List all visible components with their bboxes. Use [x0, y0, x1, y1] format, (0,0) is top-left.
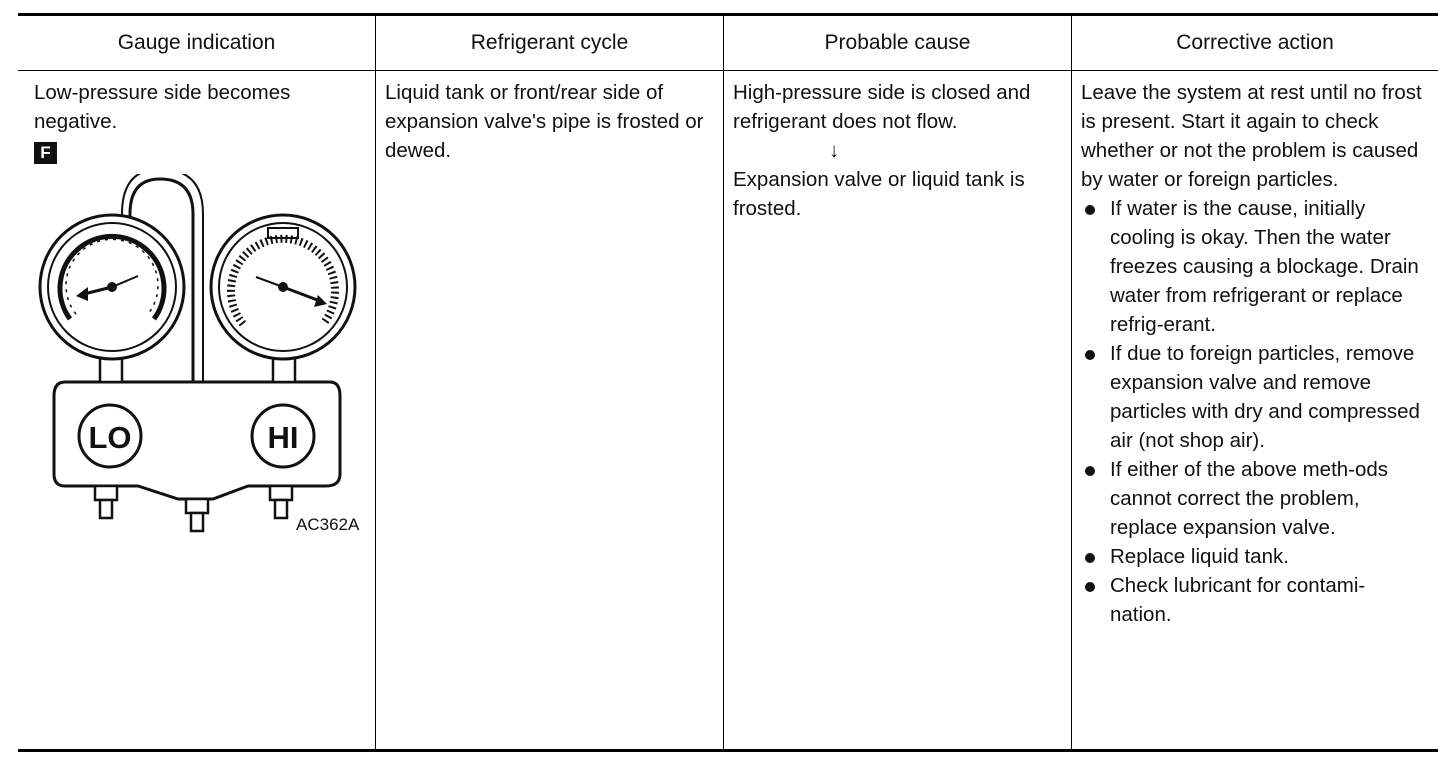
probable-cause-line-2: Expansion valve or liquid tank is frosted. [733, 168, 1025, 220]
list-item: If either of the above meth-ods cannot correct the problem, replace expansion valve. [1081, 455, 1426, 542]
header-divider [18, 70, 1438, 71]
figure-badge: F [34, 142, 57, 164]
header-refrigerant-cycle: Refrigerant cycle [470, 31, 629, 54]
corrective-action-list [1081, 194, 1426, 629]
probable-cause-line-1: High-pressure side is closed and refrigerant does not flow. [733, 81, 1031, 133]
gauge-indication-cell [34, 78, 364, 166]
header-probable-cause: Probable cause [824, 31, 971, 54]
column-divider-2 [723, 16, 724, 749]
manifold-gauge-illustration [30, 174, 360, 539]
lo-label: LO [88, 420, 132, 455]
column-divider-1 [375, 16, 376, 749]
list-item: If due to foreign particles, remove expansion valve and remove particles with dry and compressed air (not shop air). [1081, 339, 1426, 455]
header-corrective-action: Corrective action [1176, 31, 1334, 54]
column-divider-3 [1071, 16, 1072, 749]
list-item: Replace liquid tank. [1081, 542, 1426, 571]
figure-code: AC362A [296, 515, 360, 534]
probable-cause-cell [733, 78, 1063, 223]
corrective-action-cell [1081, 78, 1426, 629]
refrigerant-cycle-cell: Liquid tank or front/rear side of expansion valve's pipe is frosted or dewed. [385, 81, 704, 162]
hi-label: HI [267, 420, 299, 455]
header-gauge-indication: Gauge indication [117, 31, 276, 54]
down-arrow-icon: ↓ [829, 139, 840, 162]
gauge-indication-text: Low-pressure side becomes negative. [34, 81, 291, 133]
low-pressure-gauge [40, 215, 184, 359]
list-item: If water is the cause, initially cooling is okay. Then the water freezes causing a blockage. Drain water from refrigerant or replace refrig-erant. [1081, 194, 1426, 339]
table-bottom-rule [18, 749, 1438, 752]
list-item: Check lubricant for contami-nation. [1081, 571, 1426, 629]
high-pressure-gauge [211, 215, 355, 359]
corrective-action-intro: Leave the system at rest until no frost is present. Start it again to check whether or not the problem is caused by water or foreign particles. [1081, 81, 1422, 191]
